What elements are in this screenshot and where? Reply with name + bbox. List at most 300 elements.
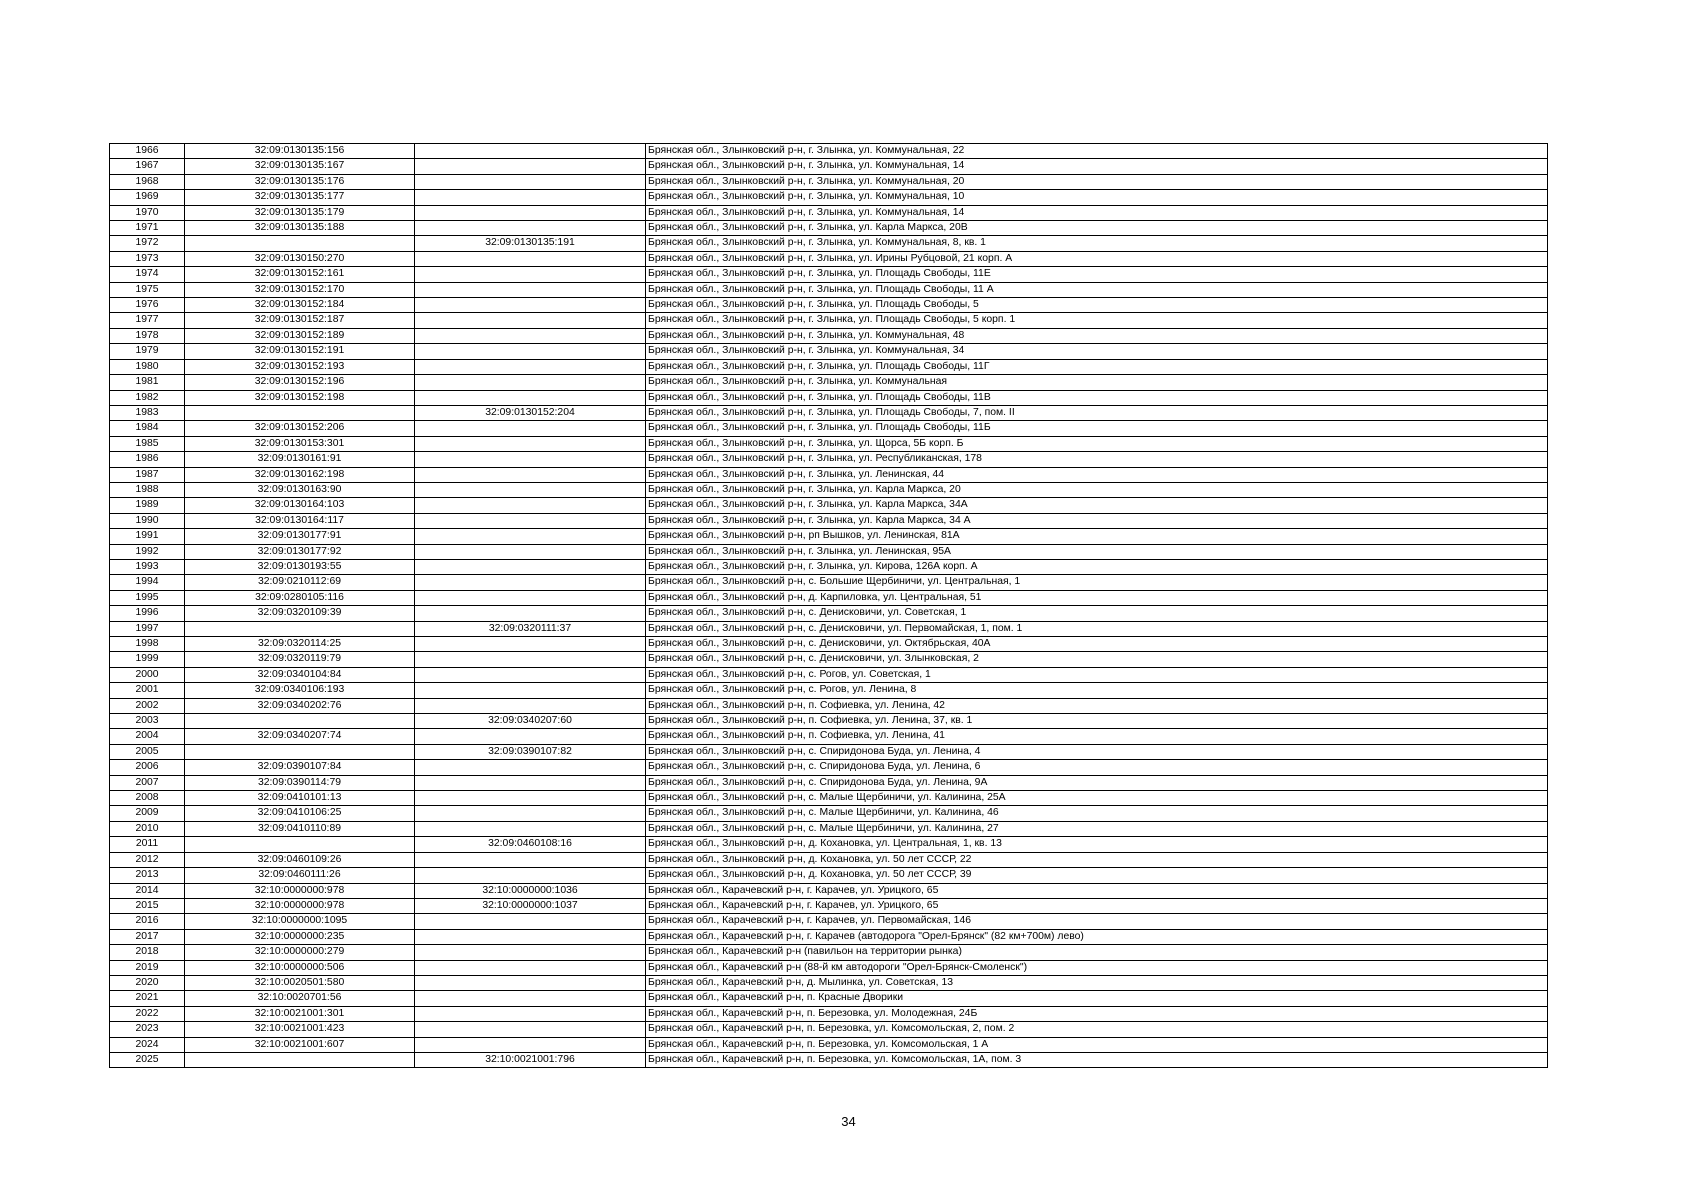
cadastral-number-cell: 32:09:0340202:76 (185, 698, 415, 713)
premises-cadastral-number-cell: 32:10:0000000:1036 (415, 883, 646, 898)
premises-cadastral-number-cell: 32:09:0320111:37 (415, 621, 646, 636)
premises-cadastral-number-cell (415, 991, 646, 1006)
table-row (110, 513, 1548, 528)
table-row (110, 945, 1548, 960)
cadastral-number-cell: 32:10:0000000:1095 (185, 914, 415, 929)
cadastral-number-cell: 32:09:0390114:79 (185, 775, 415, 790)
cadastral-number-cell: 32:09:0130177:92 (185, 544, 415, 559)
premises-cadastral-number-cell (415, 637, 646, 652)
page-number: 34 (841, 1114, 856, 1129)
table-row (110, 359, 1548, 374)
premises-cadastral-number-cell (415, 606, 646, 621)
address-cell: Брянская обл., Злынковский р-н, г. Злынка, ул. Кирова, 126А корп. А (646, 559, 1548, 574)
premises-cadastral-number-cell (415, 652, 646, 667)
cadastral-number-cell: 32:10:0000000:978 (185, 883, 415, 898)
table-row (110, 559, 1548, 574)
row-number-cell: 1988 (110, 482, 185, 497)
premises-cadastral-number-cell (415, 328, 646, 343)
cadastral-number-cell: 32:10:0021001:301 (185, 1006, 415, 1021)
premises-cadastral-number-cell (415, 482, 646, 497)
cadastral-number-cell: 32:09:0130162:198 (185, 467, 415, 482)
cadastral-number-cell: 32:10:0000000:506 (185, 960, 415, 975)
cadastral-number-cell: 32:09:0130135:156 (185, 144, 415, 159)
row-number-cell: 1989 (110, 498, 185, 513)
cadastral-number-cell: 32:09:0340207:74 (185, 729, 415, 744)
premises-cadastral-number-cell: 32:09:0390107:82 (415, 744, 646, 759)
row-number-cell: 2013 (110, 868, 185, 883)
table-row (110, 914, 1548, 929)
premises-cadastral-number-cell (415, 529, 646, 544)
table-row (110, 775, 1548, 790)
table-row (110, 144, 1548, 159)
table-row (110, 421, 1548, 436)
row-number-cell: 1972 (110, 236, 185, 251)
row-number-cell: 1993 (110, 559, 185, 574)
cadastral-number-cell: 32:09:0130152:191 (185, 344, 415, 359)
premises-cadastral-number-cell (415, 436, 646, 451)
address-cell: Брянская обл., Злынковский р-н, с. Денисковичи, ул. Злынковская, 2 (646, 652, 1548, 667)
premises-cadastral-number-cell (415, 1037, 646, 1052)
premises-cadastral-number-cell: 32:09:0130152:204 (415, 405, 646, 420)
row-number-cell: 1985 (110, 436, 185, 451)
cadastral-number-cell (185, 714, 415, 729)
address-cell: Брянская обл., Карачевский р-н, г. Карачев, ул. Урицкого, 65 (646, 883, 1548, 898)
cadastral-number-cell: 32:09:0130164:103 (185, 498, 415, 513)
premises-cadastral-number-cell (415, 945, 646, 960)
registry-table-wrapper (109, 143, 1547, 1068)
table-row (110, 298, 1548, 313)
row-number-cell: 1968 (110, 174, 185, 189)
address-cell: Брянская обл., Злынковский р-н, с. Большие Щербиничи, ул. Центральная, 1 (646, 575, 1548, 590)
address-cell: Брянская обл., Злынковский р-н, г. Злынка, ул. Коммунальная, 8, кв. 1 (646, 236, 1548, 251)
address-cell: Брянская обл., Злынковский р-н, с. Денисковичи, ул. Первомайская, 1, пом. 1 (646, 621, 1548, 636)
table-row (110, 929, 1548, 944)
address-cell: Брянская обл., Карачевский р-н, п. Березовка, ул. Молодежная, 24Б (646, 1006, 1548, 1021)
cadastral-number-cell: 32:09:0410110:89 (185, 821, 415, 836)
table-row (110, 975, 1548, 990)
cadastral-number-cell: 32:09:0130135:167 (185, 159, 415, 174)
row-number-cell: 1984 (110, 421, 185, 436)
table-row (110, 575, 1548, 590)
cadastral-number-cell: 32:09:0320119:79 (185, 652, 415, 667)
premises-cadastral-number-cell (415, 205, 646, 220)
row-number-cell: 1981 (110, 375, 185, 390)
row-number-cell: 1977 (110, 313, 185, 328)
table-row (110, 852, 1548, 867)
premises-cadastral-number-cell (415, 298, 646, 313)
row-number-cell: 2024 (110, 1037, 185, 1052)
address-cell: Брянская обл., Злынковский р-н, п. Софиевка, ул. Ленина, 42 (646, 698, 1548, 713)
address-cell: Брянская обл., Злынковский р-н, с. Малые Щербиничи, ул. Калинина, 25А (646, 791, 1548, 806)
row-number-cell: 1982 (110, 390, 185, 405)
premises-cadastral-number-cell (415, 174, 646, 189)
premises-cadastral-number-cell (415, 267, 646, 282)
cadastral-number-cell (185, 405, 415, 420)
table-row (110, 729, 1548, 744)
table-row (110, 390, 1548, 405)
row-number-cell: 1983 (110, 405, 185, 420)
address-cell: Брянская обл., Карачевский р-н, п. Березовка, ул. Комсомольская, 2, пом. 2 (646, 1022, 1548, 1037)
premises-cadastral-number-cell (415, 868, 646, 883)
table-row (110, 267, 1548, 282)
row-number-cell: 1966 (110, 144, 185, 159)
address-cell: Брянская обл., Карачевский р-н, г. Карачев, ул. Первомайская, 146 (646, 914, 1548, 929)
cadastral-number-cell: 32:09:0130152:189 (185, 328, 415, 343)
row-number-cell: 1973 (110, 251, 185, 266)
cadastral-number-cell: 32:09:0130152:184 (185, 298, 415, 313)
address-cell: Брянская обл., Карачевский р-н (88-й км автодороги "Орел-Брянск-Смоленск") (646, 960, 1548, 975)
row-number-cell: 1995 (110, 590, 185, 605)
row-number-cell: 1976 (110, 298, 185, 313)
address-cell: Брянская обл., Злынковский р-н, г. Злынка, ул. Карла Маркса, 20 (646, 482, 1548, 497)
table-row (110, 405, 1548, 420)
cadastral-number-cell: 32:09:0320109:39 (185, 606, 415, 621)
row-number-cell: 1969 (110, 190, 185, 205)
premises-cadastral-number-cell (415, 590, 646, 605)
table-row (110, 467, 1548, 482)
premises-cadastral-number-cell (415, 390, 646, 405)
table-row (110, 190, 1548, 205)
address-cell: Брянская обл., Злынковский р-н, г. Злынка, ул. Коммунальная, 14 (646, 159, 1548, 174)
cadastral-number-cell: 32:09:0130153:301 (185, 436, 415, 451)
premises-cadastral-number-cell (415, 251, 646, 266)
address-cell: Брянская обл., Злынковский р-н, г. Злынка, ул. Площадь Свободы, 11В (646, 390, 1548, 405)
row-number-cell: 1992 (110, 544, 185, 559)
row-number-cell: 2012 (110, 852, 185, 867)
table-row (110, 760, 1548, 775)
table-row (110, 344, 1548, 359)
cadastral-number-cell (185, 1052, 415, 1067)
cadastral-number-cell: 32:09:0130135:179 (185, 205, 415, 220)
premises-cadastral-number-cell (415, 821, 646, 836)
row-number-cell: 1987 (110, 467, 185, 482)
address-cell: Брянская обл., Злынковский р-н, г. Злынка, ул. Коммунальная, 14 (646, 205, 1548, 220)
table-row (110, 683, 1548, 698)
premises-cadastral-number-cell (415, 498, 646, 513)
premises-cadastral-number-cell (415, 775, 646, 790)
address-cell: Брянская обл., Злынковский р-н, с. Малые Щербиничи, ул. Калинина, 27 (646, 821, 1548, 836)
premises-cadastral-number-cell (415, 575, 646, 590)
cadastral-number-cell: 32:10:0020501:580 (185, 975, 415, 990)
address-cell: Брянская обл., Злынковский р-н, г. Злынка, ул. Площадь Свободы, 5 (646, 298, 1548, 313)
address-cell: Брянская обл., Злынковский р-н, г. Злынка, ул. Площадь Свободы, 5 корп. 1 (646, 313, 1548, 328)
table-row (110, 282, 1548, 297)
cadastral-number-cell: 32:09:0130177:91 (185, 529, 415, 544)
cadastral-number-cell: 32:10:0000000:279 (185, 945, 415, 960)
cadastral-number-cell (185, 236, 415, 251)
table-row (110, 960, 1548, 975)
row-number-cell: 1999 (110, 652, 185, 667)
address-cell: Брянская обл., Злынковский р-н, с. Денисковичи, ул. Советская, 1 (646, 606, 1548, 621)
cadastral-number-cell: 32:09:0460111:26 (185, 868, 415, 883)
address-cell: Брянская обл., Злынковский р-н, г. Злынка, ул. Щорса, 5Б корп. Б (646, 436, 1548, 451)
table-row (110, 868, 1548, 883)
premises-cadastral-number-cell: 32:09:0340207:60 (415, 714, 646, 729)
row-number-cell: 1986 (110, 452, 185, 467)
premises-cadastral-number-cell (415, 190, 646, 205)
cadastral-number-cell: 32:09:0210112:69 (185, 575, 415, 590)
address-cell: Брянская обл., Злынковский р-н, д. Карпиловка, ул. Центральная, 51 (646, 590, 1548, 605)
table-row (110, 205, 1548, 220)
cadastral-number-cell (185, 837, 415, 852)
premises-cadastral-number-cell (415, 559, 646, 574)
row-number-cell: 2005 (110, 744, 185, 759)
table-row (110, 791, 1548, 806)
cadastral-number-cell: 32:09:0130163:90 (185, 482, 415, 497)
table-row (110, 1052, 1548, 1067)
table-row (110, 544, 1548, 559)
address-cell: Брянская обл., Злынковский р-н, г. Злынка, ул. Карла Маркса, 20В (646, 221, 1548, 236)
table-row (110, 667, 1548, 682)
row-number-cell: 1979 (110, 344, 185, 359)
cadastral-number-cell: 32:09:0280105:116 (185, 590, 415, 605)
address-cell: Брянская обл., Злынковский р-н, г. Злынка, ул. Коммунальная, 22 (646, 144, 1548, 159)
table-row (110, 652, 1548, 667)
address-cell: Брянская обл., Злынковский р-н, г. Злынка, ул. Площадь Свободы, 11Г (646, 359, 1548, 374)
row-number-cell: 1994 (110, 575, 185, 590)
address-cell: Брянская обл., Злынковский р-н, г. Злынка, ул. Ирины Рубцовой, 21 корп. А (646, 251, 1548, 266)
row-number-cell: 1980 (110, 359, 185, 374)
table-row (110, 698, 1548, 713)
row-number-cell: 1996 (110, 606, 185, 621)
premises-cadastral-number-cell: 32:09:0130135:191 (415, 236, 646, 251)
row-number-cell: 1997 (110, 621, 185, 636)
address-cell: Брянская обл., Карачевский р-н, п. Березовка, ул. Комсомольская, 1А, пом. 3 (646, 1052, 1548, 1067)
table-row (110, 221, 1548, 236)
table-row (110, 1022, 1548, 1037)
premises-cadastral-number-cell (415, 313, 646, 328)
row-number-cell: 1991 (110, 529, 185, 544)
cadastral-number-cell: 32:09:0130135:176 (185, 174, 415, 189)
row-number-cell: 2018 (110, 945, 185, 960)
row-number-cell: 2019 (110, 960, 185, 975)
premises-cadastral-number-cell (415, 344, 646, 359)
address-cell: Брянская обл., Злынковский р-н, с. Спиридонова Буда, ул. Ленина, 9А (646, 775, 1548, 790)
premises-cadastral-number-cell (415, 159, 646, 174)
address-cell: Брянская обл., Карачевский р-н, п. Красные Дворики (646, 991, 1548, 1006)
row-number-cell: 2006 (110, 760, 185, 775)
address-cell: Брянская обл., Злынковский р-н, п. Софиевка, ул. Ленина, 41 (646, 729, 1548, 744)
cadastral-number-cell: 32:09:0340106:193 (185, 683, 415, 698)
cadastral-number-cell: 32:09:0320114:25 (185, 637, 415, 652)
cadastral-number-cell: 32:09:0130152:161 (185, 267, 415, 282)
table-row (110, 328, 1548, 343)
row-number-cell: 2021 (110, 991, 185, 1006)
premises-cadastral-number-cell (415, 698, 646, 713)
address-cell: Брянская обл., Злынковский р-н, д. Кохановка, ул. 50 лет СССР, 22 (646, 852, 1548, 867)
address-cell: Брянская обл., Злынковский р-н, г. Злынка, ул. Ленинская, 44 (646, 467, 1548, 482)
address-cell: Брянская обл., Злынковский р-н, с. Спиридонова Буда, ул. Ленина, 4 (646, 744, 1548, 759)
premises-cadastral-number-cell (415, 452, 646, 467)
address-cell: Брянская обл., Злынковский р-н, г. Злынка, ул. Коммунальная, 10 (646, 190, 1548, 205)
address-cell: Брянская обл., Злынковский р-н, г. Злынка, ул. Ленинская, 95А (646, 544, 1548, 559)
address-cell: Брянская обл., Злынковский р-н, г. Злынка, ул. Карла Маркса, 34А (646, 498, 1548, 513)
address-cell: Брянская обл., Злынковский р-н, рп Вышков, ул. Ленинская, 81А (646, 529, 1548, 544)
premises-cadastral-number-cell (415, 960, 646, 975)
premises-cadastral-number-cell (415, 929, 646, 944)
address-cell: Брянская обл., Злынковский р-н, г. Злынка, ул. Республиканская, 178 (646, 452, 1548, 467)
cadastral-number-cell: 32:09:0130193:55 (185, 559, 415, 574)
row-number-cell: 2023 (110, 1022, 185, 1037)
premises-cadastral-number-cell: 32:10:0000000:1037 (415, 898, 646, 913)
cadastral-number-cell: 32:09:0130164:117 (185, 513, 415, 528)
table-row (110, 837, 1548, 852)
table-row (110, 744, 1548, 759)
cadastral-number-cell: 32:09:0130152:198 (185, 390, 415, 405)
address-cell: Брянская обл., Злынковский р-н, г. Злынка, ул. Площадь Свободы, 11 А (646, 282, 1548, 297)
premises-cadastral-number-cell (415, 221, 646, 236)
table-row (110, 452, 1548, 467)
address-cell: Брянская обл., Злынковский р-н, с. Малые Щербиничи, ул. Калинина, 46 (646, 806, 1548, 821)
address-cell: Брянская обл., Карачевский р-н, д. Мылинка, ул. Советская, 13 (646, 975, 1548, 990)
cadastral-number-cell: 32:10:0000000:978 (185, 898, 415, 913)
registry-table-body (110, 144, 1548, 1068)
row-number-cell: 2007 (110, 775, 185, 790)
address-cell: Брянская обл., Злынковский р-н, г. Злынка, ул. Коммунальная, 34 (646, 344, 1548, 359)
cadastral-number-cell: 32:10:0020701:56 (185, 991, 415, 1006)
address-cell: Брянская обл., Злынковский р-н, д. Кохановка, ул. Центральная, 1, кв. 13 (646, 837, 1548, 852)
address-cell: Брянская обл., Злынковский р-н, г. Злынка, ул. Площадь Свободы, 11Е (646, 267, 1548, 282)
row-number-cell: 1974 (110, 267, 185, 282)
address-cell: Брянская обл., Карачевский р-н, п. Березовка, ул. Комсомольская, 1 А (646, 1037, 1548, 1052)
cadastral-number-cell: 32:09:0130152:170 (185, 282, 415, 297)
registry-table (109, 143, 1548, 1068)
row-number-cell: 1970 (110, 205, 185, 220)
table-row (110, 637, 1548, 652)
row-number-cell: 2011 (110, 837, 185, 852)
premises-cadastral-number-cell: 32:10:0021001:796 (415, 1052, 646, 1067)
premises-cadastral-number-cell (415, 806, 646, 821)
premises-cadastral-number-cell (415, 852, 646, 867)
row-number-cell: 1978 (110, 328, 185, 343)
address-cell: Брянская обл., Злынковский р-н, г. Злынка, ул. Карла Маркса, 34 А (646, 513, 1548, 528)
cadastral-number-cell: 32:09:0340104:84 (185, 667, 415, 682)
row-number-cell: 2022 (110, 1006, 185, 1021)
table-row (110, 821, 1548, 836)
cadastral-number-cell: 32:10:0021001:607 (185, 1037, 415, 1052)
table-row (110, 590, 1548, 605)
address-cell: Брянская обл., Злынковский р-н, г. Злынка, ул. Коммунальная, 20 (646, 174, 1548, 189)
cadastral-number-cell: 32:09:0410101:13 (185, 791, 415, 806)
row-number-cell: 2001 (110, 683, 185, 698)
premises-cadastral-number-cell (415, 359, 646, 374)
cadastral-number-cell (185, 744, 415, 759)
row-number-cell: 2009 (110, 806, 185, 821)
row-number-cell: 2016 (110, 914, 185, 929)
address-cell: Брянская обл., Злынковский р-н, с. Спиридонова Буда, ул. Ленина, 6 (646, 760, 1548, 775)
table-row (110, 1006, 1548, 1021)
table-row (110, 1037, 1548, 1052)
premises-cadastral-number-cell (415, 513, 646, 528)
address-cell: Брянская обл., Карачевский р-н, г. Карачев (автодорога "Орел-Брянск" (82 км+700м) лево) (646, 929, 1548, 944)
table-row (110, 436, 1548, 451)
premises-cadastral-number-cell (415, 729, 646, 744)
row-number-cell: 1990 (110, 513, 185, 528)
table-row (110, 375, 1548, 390)
cadastral-number-cell: 32:09:0130150:270 (185, 251, 415, 266)
cadastral-number-cell: 32:09:0130152:193 (185, 359, 415, 374)
address-cell: Брянская обл., Карачевский р-н, г. Карачев, ул. Урицкого, 65 (646, 898, 1548, 913)
cadastral-number-cell: 32:09:0130152:196 (185, 375, 415, 390)
table-row (110, 236, 1548, 251)
row-number-cell: 2004 (110, 729, 185, 744)
premises-cadastral-number-cell (415, 791, 646, 806)
table-row (110, 606, 1548, 621)
cadastral-number-cell: 32:09:0410106:25 (185, 806, 415, 821)
cadastral-number-cell: 32:10:0000000:235 (185, 929, 415, 944)
cadastral-number-cell: 32:10:0021001:423 (185, 1022, 415, 1037)
cadastral-number-cell: 32:09:0130152:187 (185, 313, 415, 328)
premises-cadastral-number-cell (415, 421, 646, 436)
premises-cadastral-number-cell (415, 467, 646, 482)
row-number-cell: 2014 (110, 883, 185, 898)
table-row (110, 898, 1548, 913)
premises-cadastral-number-cell (415, 1006, 646, 1021)
row-number-cell: 2010 (110, 821, 185, 836)
table-row (110, 159, 1548, 174)
row-number-cell: 1975 (110, 282, 185, 297)
address-cell: Брянская обл., Злынковский р-н, д. Кохановка, ул. 50 лет СССР, 39 (646, 868, 1548, 883)
table-row (110, 482, 1548, 497)
row-number-cell: 2008 (110, 791, 185, 806)
row-number-cell: 2000 (110, 667, 185, 682)
address-cell: Брянская обл., Злынковский р-н, г. Злынка, ул. Коммунальная (646, 375, 1548, 390)
premises-cadastral-number-cell (415, 914, 646, 929)
premises-cadastral-number-cell (415, 683, 646, 698)
address-cell: Брянская обл., Злынковский р-н, с. Денисковичи, ул. Октябрьская, 40А (646, 637, 1548, 652)
address-cell: Брянская обл., Злынковский р-н, г. Злынка, ул. Коммунальная, 48 (646, 328, 1548, 343)
row-number-cell: 2017 (110, 929, 185, 944)
cadastral-number-cell: 32:09:0460109:26 (185, 852, 415, 867)
premises-cadastral-number-cell (415, 667, 646, 682)
table-row (110, 806, 1548, 821)
cadastral-number-cell: 32:09:0390107:84 (185, 760, 415, 775)
table-row (110, 174, 1548, 189)
address-cell: Брянская обл., Злынковский р-н, с. Рогов, ул. Советская, 1 (646, 667, 1548, 682)
premises-cadastral-number-cell (415, 1022, 646, 1037)
row-number-cell: 2015 (110, 898, 185, 913)
address-cell: Брянская обл., Злынковский р-н, п. Софиевка, ул. Ленина, 37, кв. 1 (646, 714, 1548, 729)
premises-cadastral-number-cell (415, 975, 646, 990)
row-number-cell: 2020 (110, 975, 185, 990)
premises-cadastral-number-cell (415, 144, 646, 159)
premises-cadastral-number-cell (415, 544, 646, 559)
row-number-cell: 2003 (110, 714, 185, 729)
address-cell: Брянская обл., Злынковский р-н, с. Рогов, ул. Ленина, 8 (646, 683, 1548, 698)
cadastral-number-cell: 32:09:0130152:206 (185, 421, 415, 436)
table-row (110, 498, 1548, 513)
table-row (110, 883, 1548, 898)
table-row (110, 251, 1548, 266)
row-number-cell: 1967 (110, 159, 185, 174)
address-cell: Брянская обл., Злынковский р-н, г. Злынка, ул. Площадь Свободы, 7, пом. II (646, 405, 1548, 420)
row-number-cell: 1971 (110, 221, 185, 236)
cadastral-number-cell: 32:09:0130135:177 (185, 190, 415, 205)
cadastral-number-cell: 32:09:0130161:91 (185, 452, 415, 467)
row-number-cell: 2002 (110, 698, 185, 713)
address-cell: Брянская обл., Злынковский р-н, г. Злынка, ул. Площадь Свободы, 11Б (646, 421, 1548, 436)
premises-cadastral-number-cell (415, 760, 646, 775)
premises-cadastral-number-cell: 32:09:0460108:16 (415, 837, 646, 852)
row-number-cell: 2025 (110, 1052, 185, 1067)
cadastral-number-cell (185, 621, 415, 636)
premises-cadastral-number-cell (415, 375, 646, 390)
cadastral-number-cell: 32:09:0130135:188 (185, 221, 415, 236)
table-row (110, 714, 1548, 729)
table-row (110, 313, 1548, 328)
premises-cadastral-number-cell (415, 282, 646, 297)
table-row (110, 621, 1548, 636)
